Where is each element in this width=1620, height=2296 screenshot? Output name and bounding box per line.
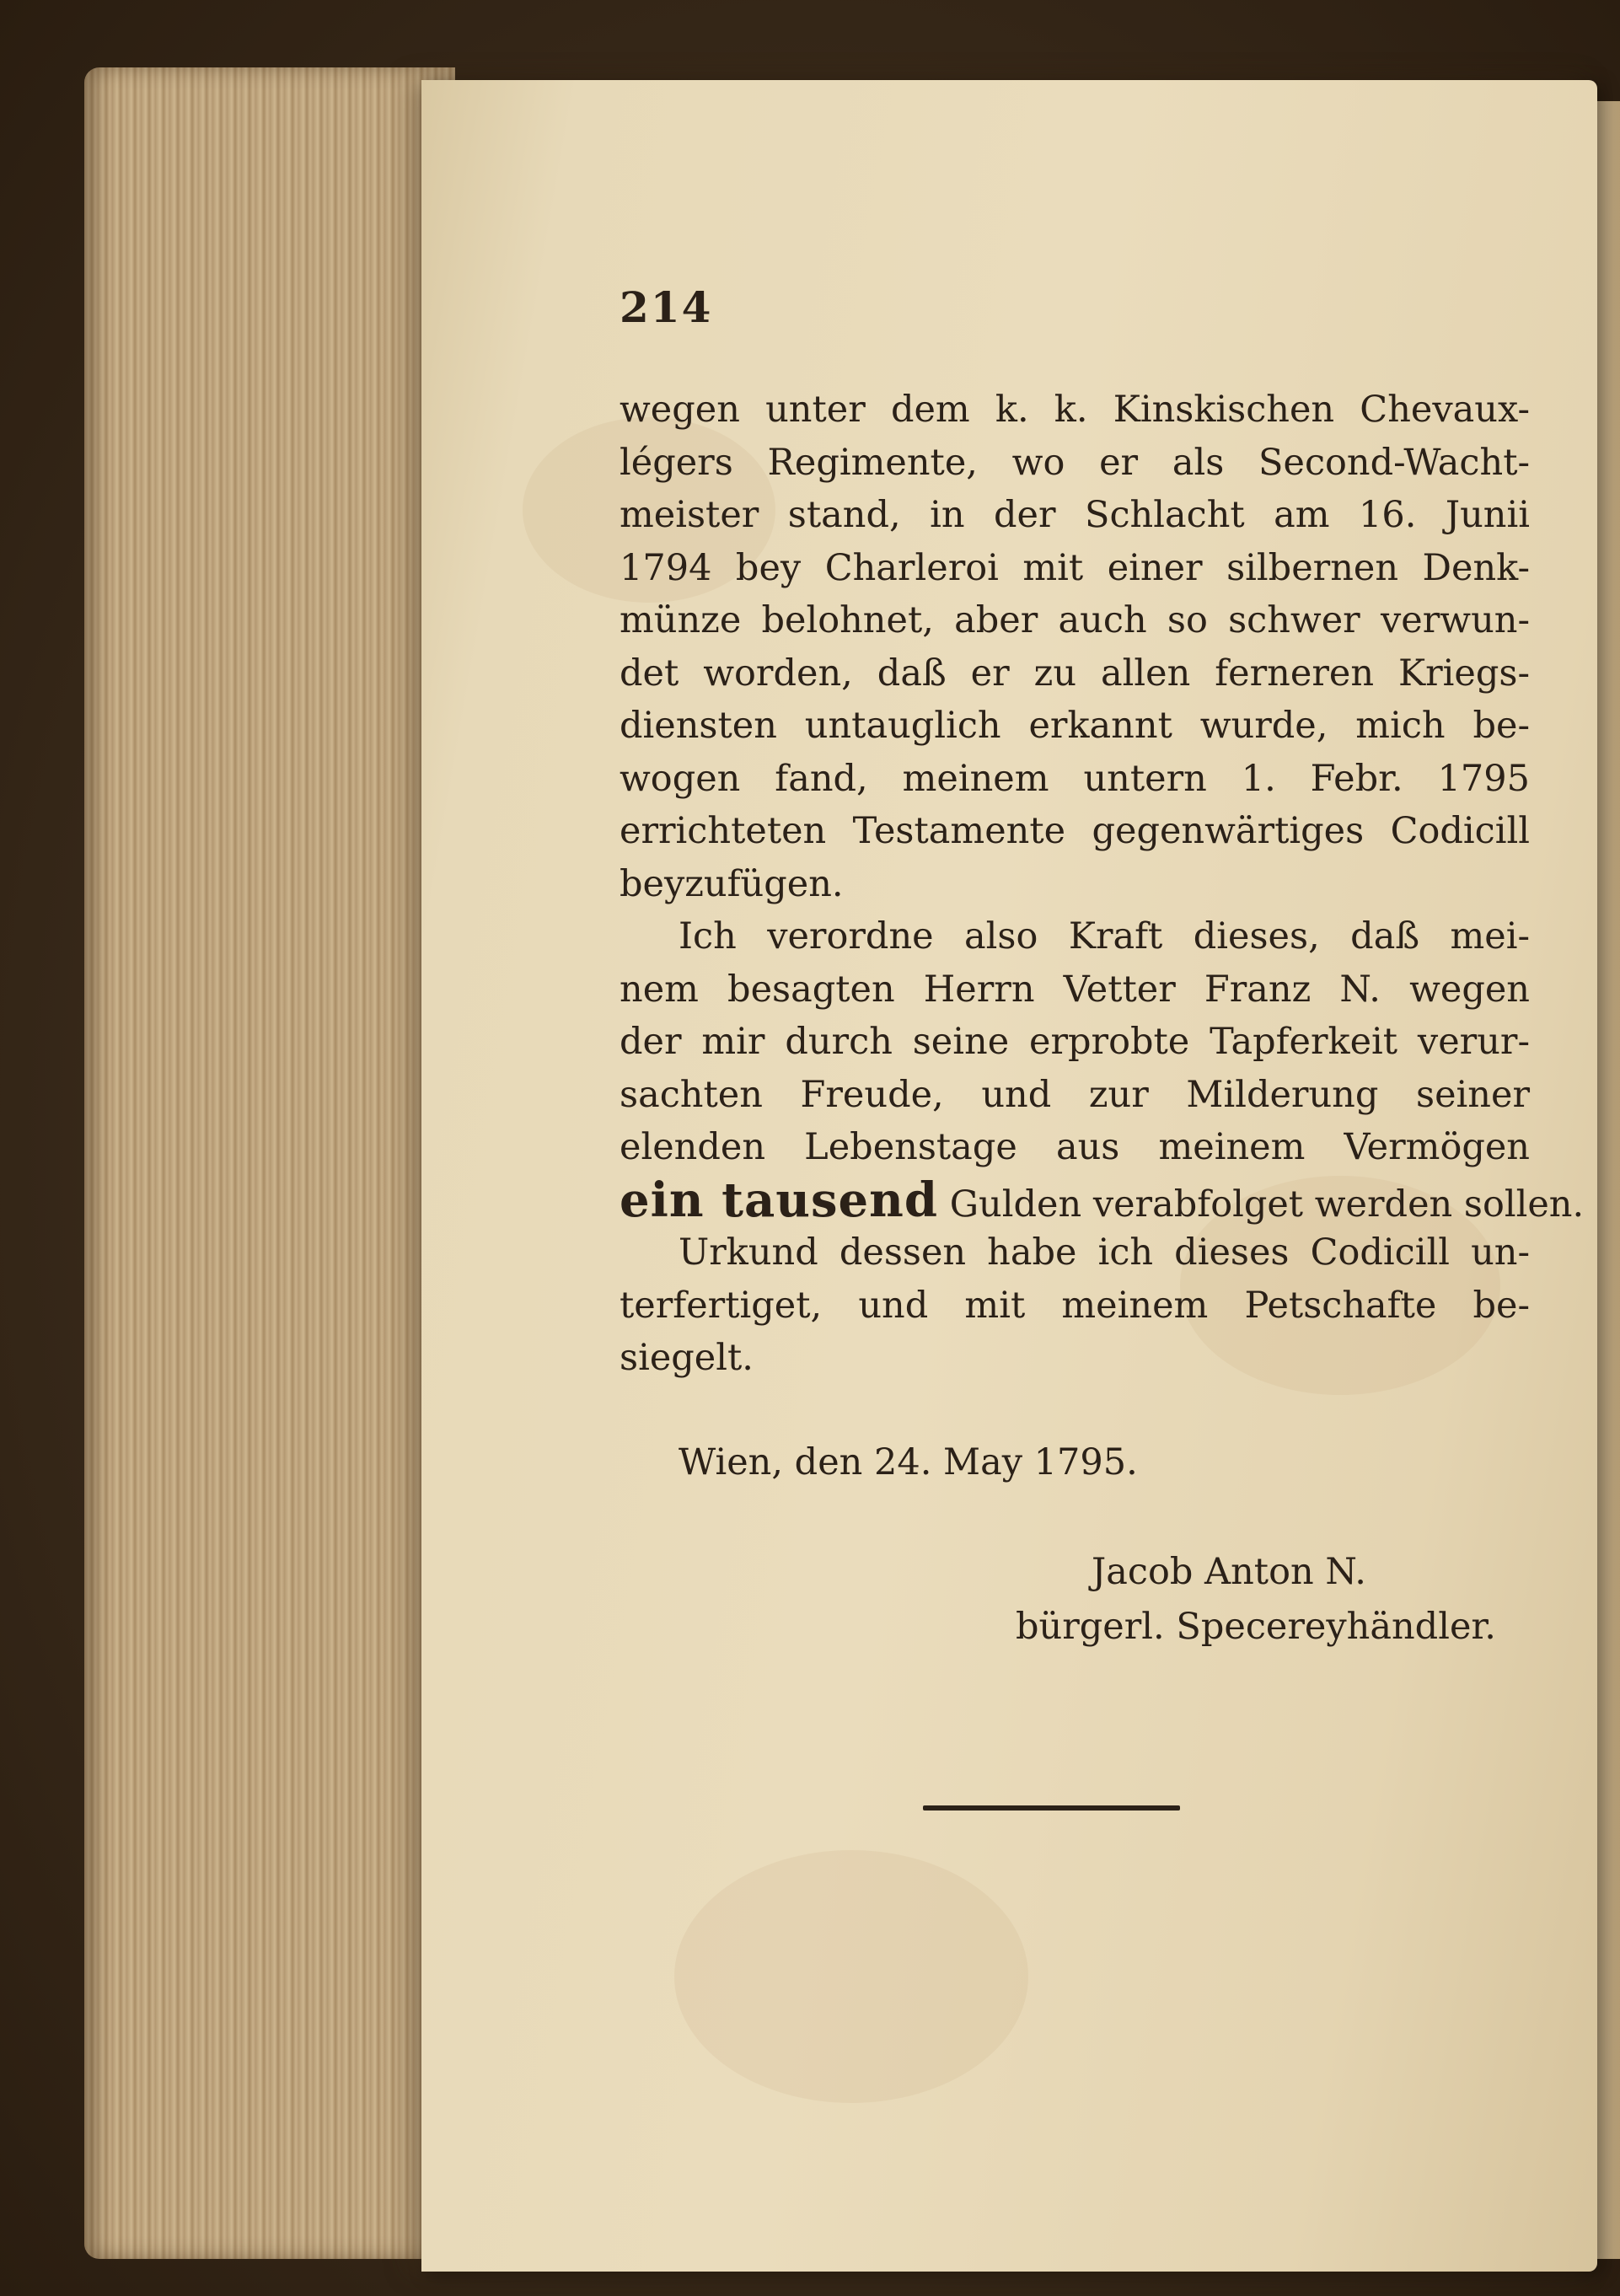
page-edges	[84, 67, 455, 2259]
signature-title: bürgerl. Specereyhändler.	[1016, 1606, 1496, 1648]
text-fragment: Gulden verabfolget werden sollen.	[949, 1183, 1585, 1226]
text-line: wogen fand, meinem untern 1. Febr. 1795	[620, 757, 1530, 800]
paper-stain	[674, 1850, 1028, 2103]
text-line: terfertiget, und mit meinem Petschafte be-	[620, 1284, 1530, 1327]
text-line: meister stand, in der Schlacht am 16. Junii	[620, 494, 1530, 536]
text-line: münze belohnet, aber auch so schwer verwun-	[620, 599, 1530, 641]
text-line: nem besagten Herrn Vetter Franz N. wegen	[620, 968, 1530, 1011]
text-line: diensten untauglich erkannt wurde, mich be-	[620, 705, 1530, 747]
text-line: 1794 bey Charleroi mit einer silbernen Denk-	[620, 546, 1530, 589]
text-line: wegen unter dem k. k. Kinskischen Chevaux-	[620, 389, 1530, 431]
text-line: Ich verordne also Kraft dieses, daß mei-	[679, 915, 1530, 958]
date-line: Wien, den 24. May 1795.	[679, 1441, 1138, 1483]
text-line: errichteten Testamente gegenwärtiges Codicill	[620, 810, 1530, 852]
text-line: elenden Lebenstage aus meinem Vermögen	[620, 1126, 1530, 1168]
text-line: det worden, daß er zu allen ferneren Kriegs-	[620, 652, 1530, 695]
text-line: beyzufügen.	[620, 862, 844, 905]
text-line: légers Regimente, wo er als Second-Wacht-	[620, 441, 1530, 484]
text-line: der mir durch seine erprobte Tapferkeit verur-	[620, 1021, 1530, 1063]
text-line-with-emphasis	[620, 1172, 1585, 1228]
emphasized-amount: ein tausend	[620, 1172, 939, 1228]
signature-name: Jacob Anton N.	[1092, 1551, 1366, 1593]
page-number: 214	[620, 282, 713, 332]
text-line: Urkund dessen habe ich dieses Codicill un-	[679, 1231, 1530, 1274]
page-body-text	[620, 384, 1585, 1385]
text-line: sachten Freude, und zur Milderung seiner	[620, 1073, 1530, 1116]
text-line: siegelt.	[620, 1337, 754, 1379]
end-rule-divider	[923, 1805, 1180, 1811]
